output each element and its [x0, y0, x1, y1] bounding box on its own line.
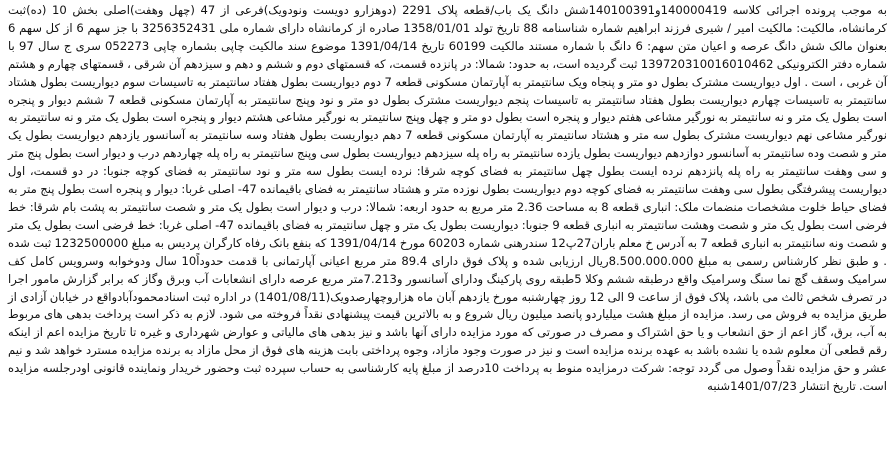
notice-body: به موجب پرونده اجرائی کلاسه 140000419و140100391شش دانگ یک باب/قطعه پلاک 2291 (دوهزارو دویست ونودویک)فرعی از 47 (چهل وهفت)اصلی بخش 10 (ده)ثبت کرمانشاه، مالکیت: مالکیت امیر / شیری فرزند ابراهیم شماره شناسنامه 88 تاریخ تولد 1358/01/01 صادره از کرمانشاه دارای شماره ملی 3256352431 با جز سهم 6 از کل سهم 6 بعنوان مالک شش دانگ عرصه و اعیان متن سهم: 6 دانگ با شماره مستند مالکیت 60199 تاریخ 1391/04/14 موضوع سند مالکیت چاپی بشماره چاپی 052273 سری ج سال 97 با شماره دفتر الکترونیکی 139720310016010462 ثبت گردیده است، به حدود: شمالا: در پانزده قسمت، که قسمتهای دوم و ششم و دهم و سیزدهم آن شرقی ، قسمتهای چهارم و هشتم آن غربی ، است . اول دیواریست مشترک بطول دو متر و پنجاه ویک سانتیمتر به آپارتمان مسکونی قطعه 7 دوم دیواریست بطول هفتاد سانتیمتر به تاسیسات سوم دیواریست بطول هشتاد سانتیمتر به تاسیسات چهارم دیواریست بطول هفتاد سانتیمتر به تاسیسات پنجم دیواریست مشترک بطول دو متر و نود وپنج سانتیمتر به آپارتمان مسکونی قطعه 7 ششم دیوار و پنجره است بطول یک متر و نه سانتیمتر به نورگیر مشاعی هفتم دیوار و پنجره است بطول دو متر و چهل وپنج سانتیمتر به نورگیر مشاعی هشتم دیوار و پنجره است بطول یک متر و نه سانتیمتر به نورگیر مشاعی نهم دیواریست مشترک بطول سه متر و هشتاد سانتیمتر به آپارتمان مسکونی قطعه 7 دهم دیواریست بطول هفتاد وسه سانتیمتر به آسانسور یازدهم دیواریست بطول یک متر و شصت وده سانتیمتر به آسانسور دوازدهم دیواریست بطول یازده سانتیمتر به راه پله سیزدهم دیواریست بطول سی وپنج سانتیمتر به راه پله چهاردهم درب و دیوار است بطول پنج متر و سی وهفت سانتیمتر به راه پله پانزدهم نرده ایست بطول چهل سانتیمتر به فضای کوچه شرقا: نرده ایست بطول سه متر و نود سانتیمتر به فضای کوچه جنوبا: در دو قسمت، اول دیواریست پیشرفتگی بطول سی وهفت سانتیمتر به فضای کوچه دوم دیواریست بطول نوزده متر و هشتاد سانتیمتر به فضای باقیمانده 47- اصلی غربا: دیوار و پنجره است بطول پنج متر به فضای حیاط خلوت مشخصات منضمات ملک: انباری قطعه 8 به مساحت 2.36 متر مربع به حدود اربعه: شمالا: درب و دیوار است بطول یک متر و شصت سانتیمتر به پشت بام شرقا: خط فرضی است بطول یک متر و شصت وهشت سانتیمتر به انباری قطعه 9 جنوبا: دیواریست بطول یک متر و چهل سانتیمتر به فضای باقیمانده 47- اصلی غربا: خط فرضی است بطول یک متر و شصت ونه سانتیمتر به انباری قطعه 7 به آدرس خ معلم باران27پ12 سندرهنی شماره 60203 مورخ 1391/04/14 که بنفع بانک رفاه کارگران پردیس به مبلغ 1232500000 ثبت شده . و طبق نظر کارشناس رسمی به مبلغ 8.500.000.000ریال ارزیابی شده و پلاک فوق دارای 89.4 متر مربع اعیانی آپارتمانی با قدمت حدوداً10 سال ودوخوابه وسرویس کامل کف سرامیک وسقف گچ نما سنگ وسرامیک واقع درطبقه ششم وکلا 5طبقه روی پارکینگ ودارای آسانسور و7.213متر مربع عرصه دارای انشعابات آب وبرق وگاز که برابر گزارش مامور اجرا در تصرف شخص ثالث می باشد، پلاک فوق از ساعت 9 الی 12 روز چهارشنبه مورخ یازدهم آبان ماه هزاروچهارصدویک(1401/08/11) در اداره ثبت اسنادمحمودآبادواقع در خیابان آزادی از طریق مزایده به فروش می رسد. مزایده از مبلغ هشت میلیاردو پانصد میلیون ریال شروع و به بالاترین قیمت پیشنهادی نقداً فروخته می شود. لازم به ذکر است پرداخت بدهی های مربوط به آب، برق، گاز اعم از حق انشعاب و یا حق اشتراک و مصرف در صورتی که مورد مزایده دارای آنها باشد و نیز بدهی های مالیاتی و عوارض شهرداری و غیره تا تاریخ مزایده اعم از اینکه رقم قطعی آن معلوم شده یا نشده باشد به عهده برنده مزایده است و نیز در صورت وجود مازاد، وجوه پرداختی بابت هزینه های فوق از محل مازاد به برنده مزایده مسترد خواهد شد و نیم عشر و حق مزایده نقداً وصول می گردد توجه: شرکت درمزایده منوط به پرداخت 10درصد از مبلغ پایه کارشناسی به حساب سپرده ثبت وحضور خریدار ونماینده قانونی اودرجلسه مزایده است. تاریخ انتشار 1401/07/23شنبه — [8, 3, 888, 394]
